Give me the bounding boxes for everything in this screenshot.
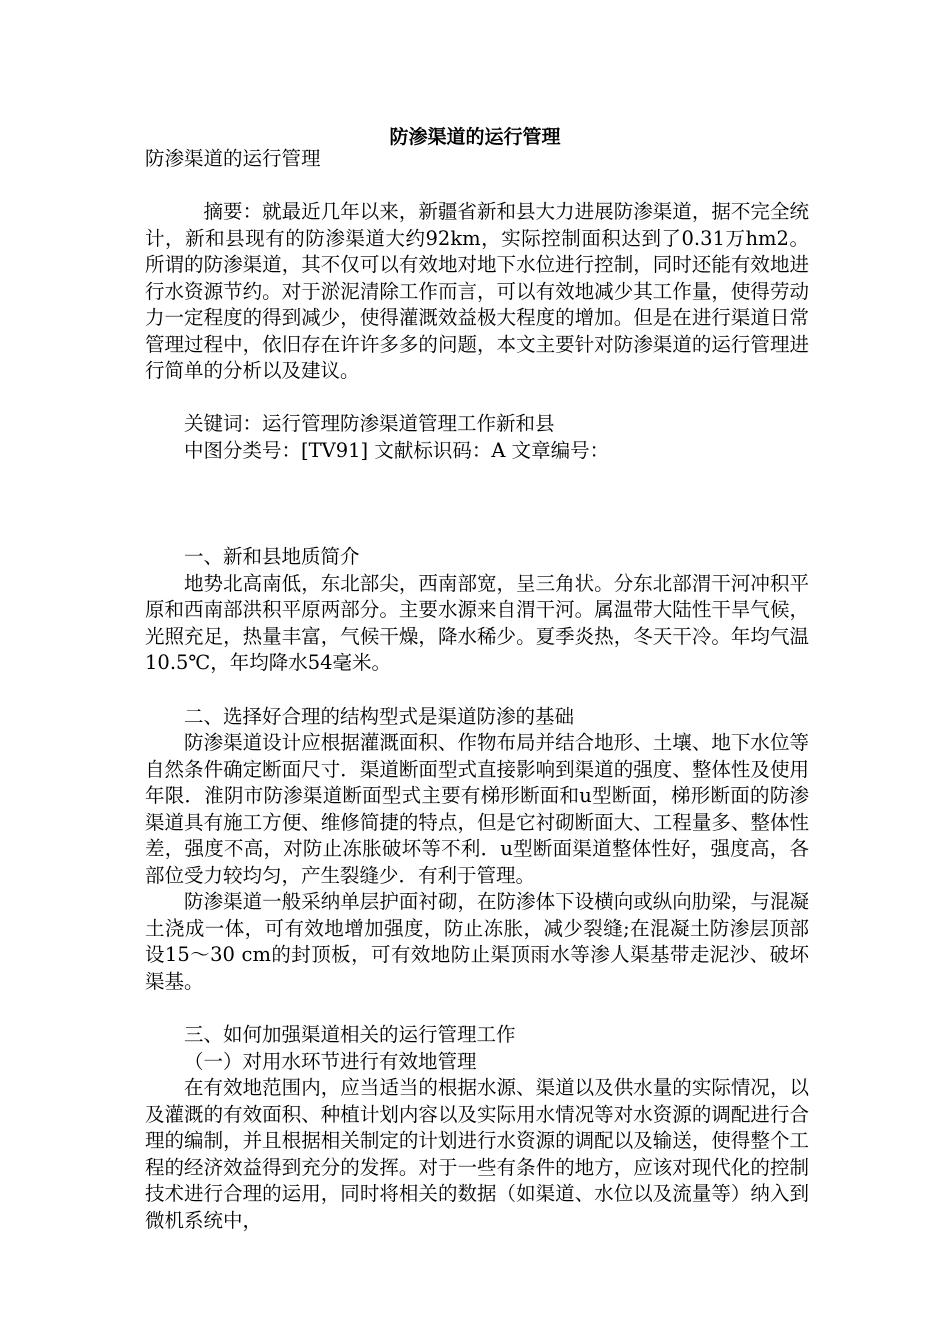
section-2-paragraph-2: 防渗渠道一般采纳单层护面衬砌，在防渗体下设横向或纵向肋梁，与混凝土浇成一体，可有效地增加强度，防止冻胀，减少裂缝;在混凝土防渗层顶部设15～30 cm的封顶板，可有效地防止渠顶雨水等渗人渠基带走泥沙、破坏渠基。 [145,890,809,993]
section-heading-1: 一、新和县地质简介 [184,545,360,568]
section-3-paragraph-1: 在有效地范围内，应当适当的根据水源、渠道以及供水量的实际情况，以及灌溉的有效面积、种植计划内容以及实际用水情况等对水资源的调配进行合理的编制，并且根据相关制定的计划进行水资源的调配以及输送，使得整个工程的经济效益得到充分的发挥。对于一些有条件的地方，应该对现代化的控制技术进行合理的运用，同时将相关的数据（如渠道、水位以及流量等）纳入到微机系统中， [145,1076,809,1232]
spacer [145,385,809,412]
spacer [145,995,809,1022]
section-3-subheading-1: （一）对用水环节进行有效地管理 [184,1049,477,1073]
document-subtitle: 防渗渠道的运行管理 [145,147,321,170]
spacer [145,173,809,200]
section-heading-2: 二、选择好合理的结构型式是渠道防渗的基础 [184,704,575,728]
spacer [145,677,809,704]
document-title: 防渗渠道的运行管理 [389,126,561,148]
document-body [145,146,809,1234]
section-heading-3: 三、如何加强渠道相关的运行管理工作 [184,1023,516,1046]
section-1-paragraph-1: 地势北高南低，东北部尖，西南部宽，呈三角状。分东北部渭干河冲积平原和西南部洪积平原两部分。主要水源来自渭干河。属温带大陆性干旱气候，光照充足，热量丰富，气候干燥，降水稀少。夏季炎热，冬天干冷。年均气温10.5℃，年均降水54毫米。 [145,571,809,674]
spacer [145,464,809,544]
abstract-paragraph: 摘要：就最近几年以来，新疆省新和县大力进展防渗渠道，据不完全统计，新和县现有的防渗渠道大约92km，实际控制面积达到了0.31万hm2。所谓的防渗渠道，其不仅可以有效地对地下水位进行控制，同时还能有效地进行水资源节约。对于淤泥清除工作而言，可以有效地减少其工作量，使得劳动力一定程度的得到减少，使得灌溉效益极大程度的增加。但是在进行渠道日常管理过程中，依旧存在许许多多的问题，本文主要针对防渗渠道的运行管理进行简单的分析以及建议。 [145,200,809,382]
section-2-paragraph-1: 防渗渠道设计应根据灌溉面积、作物布局并结合地形、土壤、地下水位等自然条件确定断面尺寸．渠道断面型式直接影响到渠道的强度、整体性及使用年限．淮阴市防渗渠道断面型式主要有梯形断面和u型断面，梯形断面的防渗渠道具有施工方便、维修简捷的特点，但是它衬砌断面大、工程量多、整体性差，强度不高，对防止冻胀破坏等不利．u型断面渠道整体性好，强度高，各部位受力较均匀，产生裂缝少．有利于管理。 [145,731,809,887]
classification-line: 中图分类号：[TV91] 文献标识码：A 文章编号： [184,438,610,462]
keywords-line: 关键词：运行管理防渗渠道管理工作新和县 [184,412,555,435]
